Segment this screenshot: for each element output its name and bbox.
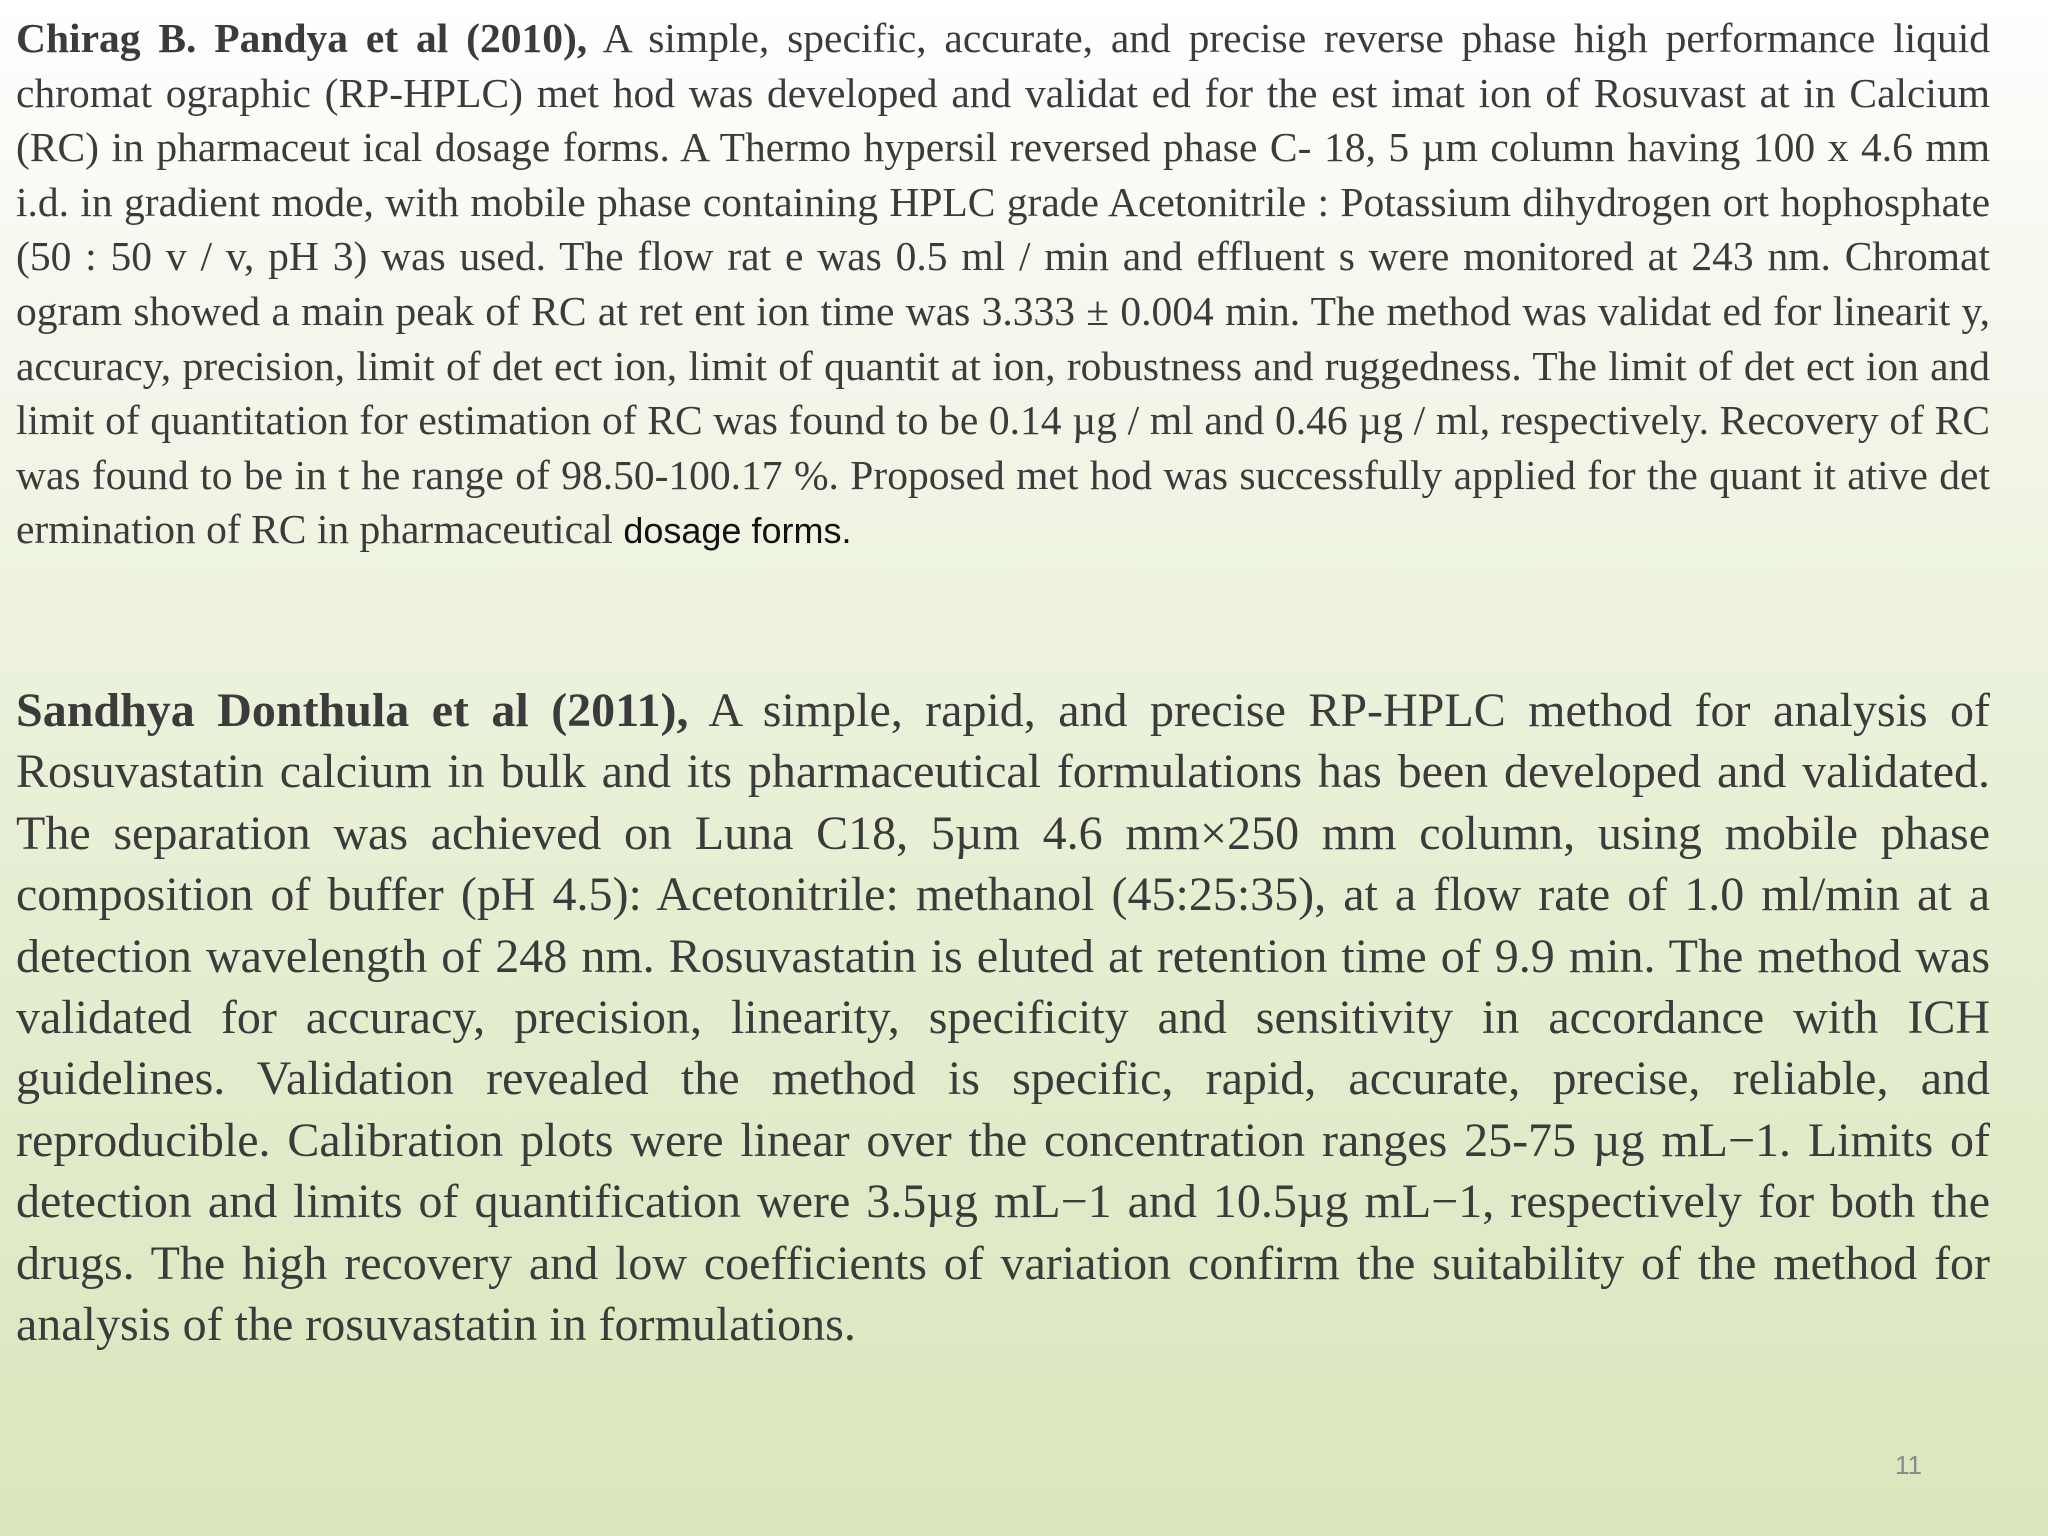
literature-review-paragraph-donthula [16,680,1990,1355]
paragraph-tail: dosage forms. [623,510,852,552]
author-citation: Sandhya Donthula et al (2011), [16,684,689,737]
paragraph-body: A simple, specific, accurate, and precise reverse phase high performance liquid chromat ographic (RP-HPLC) met hod was developed and validat ed for the est imat ion of Rosuvast at in Calcium (RC) in pharmaceut ical dosage forms. A Thermo hypersil reversed phase C- 18, 5 µm column having 100 x 4.6 mm i.d. in gradient mode, with mobile phase containing HPLC grade Acetonitrile : Potassium dihydrogen ort hophosphate (50 : 50 v / v, pH 3) was used. The flow rat e was 0.5 ml / min and effluent s were monitored at 243 nm. Chromat ogram showed a main peak of RC at ret ent ion time was 3.333 ± 0.004 min. The method was validat ed for linearit y, accuracy, precision, limit of det ect ion, limit of quantit at ion, robustness and ruggedness. The limit of det ect ion and limit of quantitation for estimation of RC was found to be 0.14 µg / ml and 0.46 µg / ml, respectively. Recovery of RC was found to be in t he range of 98.50-100.17 %. Proposed met hod was successfully applied for the quant it ative det ermination of RC in pharmaceutical [16,15,1990,553]
author-citation: Chirag B. Pandya et al (2010), [16,15,588,61]
slide-number: 11 [1895,1450,1922,1480]
literature-review-paragraph-pandya [16,11,1990,559]
paragraph-body: A simple, rapid, and precise RP-HPLC method for analysis of Rosuvastatin calcium in bulk and its pharmaceutical formulations has been developed and validated. The separation was achieved on Luna C18, 5µm 4.6 mm×250 mm column, using mobile phase composition of buffer (pH 4.5): Acetonitrile: methanol (45:25:35), at a flow rate of 1.0 ml/min at a detection wavelength of 248 nm. Rosuvastatin is eluted at retention time of 9.9 min. The method was validated for accuracy, precision, linearity, specificity and sensitivity in accordance with ICH guidelines. Validation revealed the method is specific, rapid, accurate, precise, reliable, and reproducible. Calibration plots were linear over the concentration ranges 25-75 µg mL−1. Limits of detection and limits of quantification were 3.5µg mL−1 and 10.5µg mL−1, respectively for both the drugs. The high recovery and low coefficients of variation confirm the suitability of the method for analysis of the rosuvastatin in formulations. [16,684,1991,1352]
